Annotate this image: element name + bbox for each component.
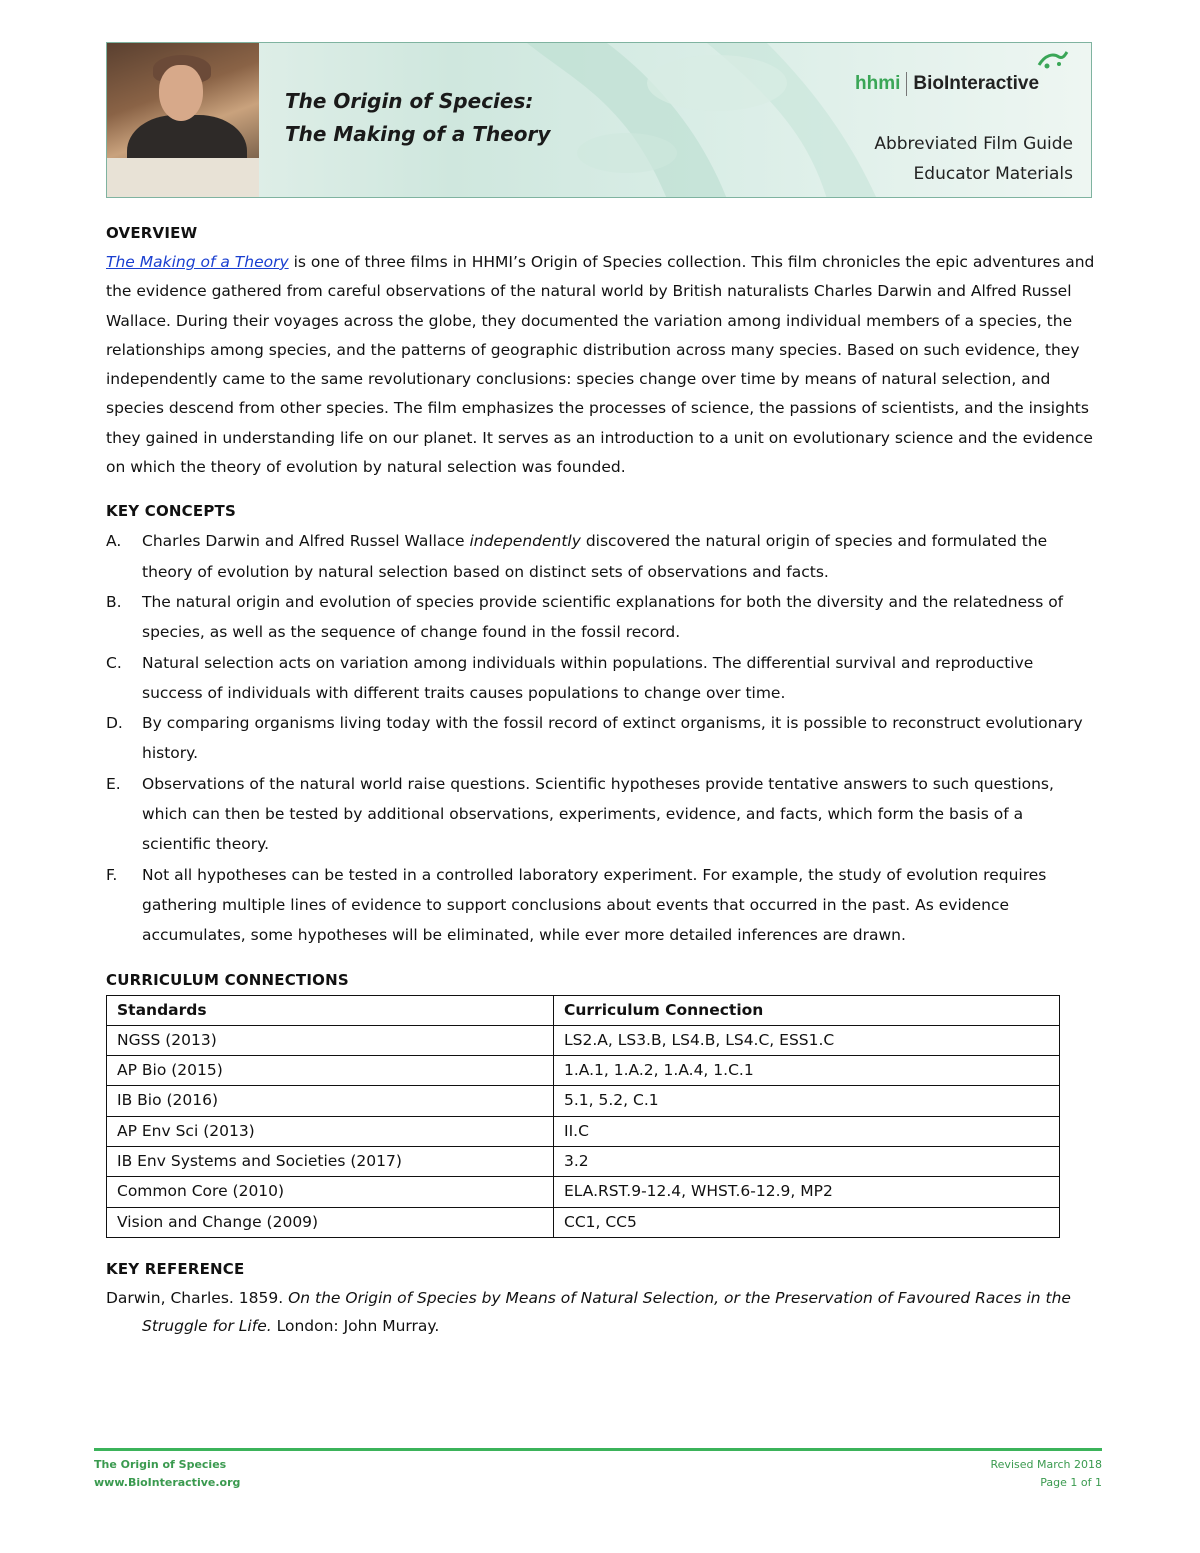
concept-item — [106, 526, 1096, 587]
connection-cell: CC1, CC5 — [554, 1207, 1060, 1237]
standard-cell: NGSS (2013) — [107, 1025, 554, 1055]
footer-page-number: Page 1 of 1 — [1040, 1476, 1102, 1489]
table-header-row — [107, 995, 1060, 1025]
concept-text: Natural selection acts on variation among individuals within populations. The differential survival and reproductive success of individuals with different traits causes populations to change over time. — [142, 653, 1034, 702]
key-reference-heading: KEY REFERENCE — [106, 1259, 245, 1278]
footer-revised-date: Revised March 2018 — [990, 1458, 1102, 1471]
concept-item — [106, 648, 1096, 709]
concept-item — [106, 860, 1096, 951]
table-row — [107, 1147, 1060, 1177]
table-row — [107, 1056, 1060, 1086]
overview-heading: OVERVIEW — [106, 224, 198, 242]
connection-cell: ELA.RST.9-12.4, WHST.6-12.9, MP2 — [554, 1177, 1060, 1207]
film-title-line2: The Making of a Theory — [285, 122, 551, 146]
reference-publisher: London: John Murray. — [271, 1316, 440, 1335]
concept-item — [106, 587, 1096, 648]
guide-label — [874, 129, 1073, 189]
document-body — [106, 218, 1096, 1340]
guide-line1: Abbreviated Film Guide — [874, 134, 1073, 154]
darwin-photo — [107, 43, 259, 197]
overview-paragraph — [106, 248, 1096, 482]
connection-cell: II.C — [554, 1116, 1060, 1146]
concept-text-after: discovered the natural origin of species and formulated the theory of evolution by natural selection based on distinct sets of observations and facts. — [142, 532, 1048, 581]
logo-divider — [906, 72, 907, 96]
biointeractive-logo-icon — [1037, 49, 1069, 71]
concept-letter: D. — [106, 714, 123, 733]
concept-text: Observations of the natural world raise questions. Scientific hypotheses provide tentative answers to such questions, which can then be tested by additional observations, experiments, evidence, and facts, which form the basis of a scientific theory. — [142, 774, 1054, 854]
header-banner — [106, 42, 1092, 198]
footer-right — [991, 1456, 1102, 1492]
standard-cell: Common Core (2010) — [107, 1177, 554, 1207]
connection-cell: 5.1, 5.2, C.1 — [554, 1086, 1060, 1116]
concept-letter: F. — [106, 865, 118, 884]
footer-left — [94, 1456, 240, 1492]
concept-letter: C. — [106, 653, 122, 672]
column-header-standards: Standards — [107, 995, 554, 1025]
reference-author: Darwin, Charles. 1859. — [106, 1288, 289, 1307]
curriculum-heading: CURRICULUM CONNECTIONS — [106, 970, 349, 989]
reference-title: On the Origin of Species by Means of Natural Selection, or the Preservation of Favoured Races in the Struggle for Life. — [142, 1288, 1071, 1335]
concept-letter: B. — [106, 592, 122, 611]
footer-film-name: The Origin of Species — [94, 1458, 227, 1471]
hhmi-logo[interactable] — [855, 69, 1039, 99]
standard-cell: IB Env Systems and Societies (2017) — [107, 1147, 554, 1177]
overview-text: is one of three films in HHMI’s Origin of Species collection. This film chronicles the epic adventures and the evidence gathered from careful observations of the natural world by British naturalists Charles Darwin and Alfred Russel Wallace. During their voyages across the globe, they documented the variation among individual members of a species, the relationships among species, and the patterns of geographic distribution across many species. Based on such evidence, they independently came to the same revolutionary conclusions: species change over time by means of natural selection, and species descend from other species. The film emphasizes the processes of science, the passions of scientists, and the insights they gained in understanding life on our planet. It serves as an introduction to a unit on evolutionary science and the evidence on which the theory of evolution by natural selection was founded. — [106, 253, 1095, 477]
concept-letter: E. — [106, 774, 121, 793]
concept-letter: A. — [106, 532, 122, 551]
logo-brand-text: BioInteractive — [913, 73, 1040, 94]
standard-cell: IB Bio (2016) — [107, 1086, 554, 1116]
connection-cell: 1.A.1, 1.A.2, 1.A.4, 1.C.1 — [554, 1056, 1060, 1086]
concept-item — [106, 708, 1096, 769]
table-row — [107, 1086, 1060, 1116]
concept-text: Charles Darwin and Alfred Russel Wallace — [142, 532, 470, 551]
film-title — [285, 85, 550, 151]
concept-emphasis: independently — [469, 532, 581, 551]
key-concepts-heading: KEY CONCEPTS — [106, 502, 236, 521]
table-row — [107, 1177, 1060, 1207]
standard-cell: AP Bio (2015) — [107, 1056, 554, 1086]
film-title-line1: The Origin of Species: — [285, 89, 534, 113]
table-row — [107, 1207, 1060, 1237]
standard-cell: AP Env Sci (2013) — [107, 1116, 554, 1146]
column-header-connection: Curriculum Connection — [554, 995, 1060, 1025]
curriculum-table — [106, 995, 1060, 1238]
footer-website-link[interactable]: www.BioInteractive.org — [94, 1476, 241, 1489]
concept-item — [106, 769, 1096, 860]
concept-text: The natural origin and evolution of species provide scientific explanations for both the diversity and the relatedness of species, as well as the sequence of change found in the fossil record. — [142, 592, 1064, 642]
footer-divider — [94, 1448, 1102, 1451]
table-row — [107, 1116, 1060, 1146]
table-row — [107, 1025, 1060, 1055]
concept-text: Not all hypotheses can be tested in a controlled laboratory experiment. For example, the study of evolution requires gathering multiple lines of evidence to support conclusions about events that occurred in the past. As evidence accumulates, some hypotheses will be eliminated, while ever more detailed inferences are drawn. — [142, 865, 1047, 945]
standard-cell: Vision and Change (2009) — [107, 1207, 554, 1237]
connection-cell: 3.2 — [554, 1147, 1060, 1177]
key-reference-citation — [106, 1284, 1096, 1340]
guide-line2: Educator Materials — [913, 164, 1073, 184]
key-concepts-list — [106, 526, 1096, 950]
connection-cell: LS2.A, LS3.B, LS4.B, LS4.C, ESS1.C — [554, 1025, 1060, 1055]
concept-text: By comparing organisms living today with the fossil record of extinct organisms, it is possible to reconstruct evolutionary history. — [142, 714, 1083, 763]
logo-hhmi-text: hhmi — [855, 73, 901, 94]
film-link[interactable]: The Making of a Theory — [106, 253, 289, 271]
